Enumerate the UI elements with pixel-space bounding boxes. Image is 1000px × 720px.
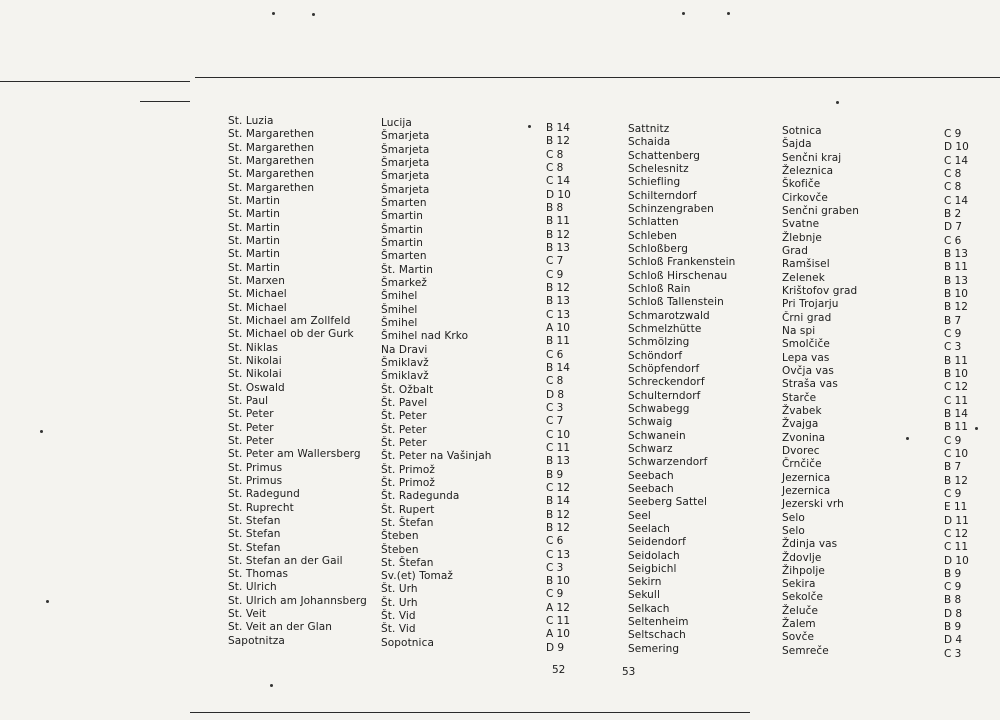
map-grid-code: B 12: [944, 474, 968, 487]
map-grid-code: B 9: [944, 567, 962, 580]
slovene-place-name: Selo: [782, 524, 805, 537]
map-grid-code: D 4: [944, 634, 963, 647]
map-grid-code: C 8: [944, 167, 962, 180]
slovene-place-name: Svatne: [782, 218, 820, 231]
slovene-place-name: Št. Martin: [381, 263, 433, 276]
map-grid-code: B 14: [546, 122, 570, 134]
slovene-place-name: Šmartin: [381, 223, 424, 236]
german-place-name: Schwarzendorf: [628, 456, 708, 469]
slovene-place-name: Št. Vid: [381, 610, 416, 623]
map-grid-code: C 11: [546, 441, 571, 454]
german-place-name: St. Martin: [228, 221, 280, 234]
german-place-name: Schloß Rain: [628, 282, 691, 295]
map-grid-code: B 13: [944, 247, 968, 260]
german-place-name: St. Margarethen: [228, 181, 315, 194]
map-grid-code: C 9: [944, 581, 962, 594]
map-grid-code: B 10: [944, 287, 968, 300]
map-grid-code: C 7: [546, 255, 564, 268]
speck: [906, 437, 909, 440]
map-grid-code: B 12: [546, 228, 570, 241]
left-german-names: [228, 115, 367, 648]
german-place-name: St. Martin: [228, 194, 280, 207]
slovene-place-name: Št. Pavel: [381, 396, 428, 409]
german-place-name: St. Michael: [228, 288, 287, 301]
map-grid-code: C 12: [546, 481, 571, 494]
speck: [836, 101, 839, 104]
speck: [270, 684, 273, 687]
slovene-place-name: Žvajga: [782, 418, 819, 431]
map-grid-code: C 11: [546, 615, 571, 628]
map-grid-code: C 12: [944, 381, 969, 394]
slovene-place-name: Št. Radegunda: [381, 490, 460, 503]
slovene-place-name: Selo: [782, 511, 805, 524]
german-place-name: Semering: [628, 642, 680, 655]
slovene-place-name: Šmartin: [381, 210, 424, 223]
german-place-name: St. Peter: [228, 421, 274, 434]
speck: [975, 427, 978, 430]
slovene-place-name: Šmihel: [381, 290, 418, 303]
german-place-name: St. Peter: [228, 434, 274, 447]
speck: [682, 12, 685, 15]
map-grid-code: B 11: [944, 354, 968, 367]
slovene-place-name: Semreče: [782, 644, 829, 657]
german-place-name: St. Martin: [228, 248, 280, 261]
slovene-place-name: Št. Vid: [381, 623, 416, 636]
german-place-name: Schmölzing: [628, 336, 690, 349]
slovene-place-name: Št. Peter: [381, 410, 427, 423]
speck: [46, 600, 49, 603]
german-place-name: St. Martin: [228, 208, 280, 221]
speck: [272, 12, 275, 15]
german-place-name: St. Ulrich: [228, 581, 277, 594]
map-grid-code: B 11: [944, 261, 968, 274]
slovene-place-name: Šmarkež: [381, 276, 428, 289]
slovene-place-name: Senčni kraj: [782, 151, 842, 164]
map-grid-code: B 13: [546, 241, 570, 254]
map-grid-code: B 9: [546, 468, 564, 481]
german-place-name: Schloß Hirschenau: [628, 269, 728, 282]
speck: [40, 430, 43, 433]
slovene-place-name: Železnica: [782, 164, 834, 177]
slovene-place-name: Šteben: [381, 530, 419, 543]
slovene-place-name: Št. Urh: [381, 596, 418, 609]
german-place-name: St. Martin: [228, 261, 280, 274]
german-place-name: St. Ulrich am Johannsberg: [228, 594, 367, 607]
slovene-place-name: Št. Primož: [381, 476, 436, 489]
german-place-name: St. Nikolai: [228, 354, 282, 367]
map-grid-code: C 8: [546, 148, 564, 161]
german-place-name: Schulterndorf: [628, 389, 701, 402]
german-place-name: St. Primus: [228, 461, 283, 474]
map-grid-code: C 9: [546, 588, 564, 601]
german-place-name: Sattnitz: [628, 123, 670, 135]
map-grid-code: C 8: [944, 181, 962, 194]
slovene-place-name: Črni grad: [782, 311, 832, 324]
map-grid-code: B 14: [546, 361, 570, 374]
german-place-name: St. Margarethen: [228, 154, 315, 167]
slovene-place-name: Ovčja vas: [782, 364, 834, 377]
map-grid-code: C 9: [944, 128, 962, 140]
slovene-place-name: Krištofov grad: [782, 284, 858, 297]
speck: [727, 12, 730, 15]
slovene-place-name: Črnčiče: [782, 458, 822, 471]
map-grid-code: B 7: [944, 314, 962, 327]
slovene-place-name: Zelenek: [782, 271, 825, 284]
map-grid-code: B 11: [546, 335, 570, 348]
slovene-place-name: Škofiče: [782, 178, 821, 191]
german-place-name: St. Stefan: [228, 514, 281, 527]
map-grid-code: B 12: [546, 135, 570, 148]
slovene-place-name: Št. Peter na Vašinjah: [381, 450, 492, 463]
german-place-name: St. Paul: [228, 394, 269, 407]
map-grid-code: D 10: [944, 141, 969, 154]
slovene-place-name: Senčni graben: [782, 204, 859, 217]
map-grid-code: A 10: [546, 321, 570, 334]
slovene-place-name: Starče: [782, 391, 817, 404]
map-grid-code: B 14: [546, 495, 570, 508]
slovene-place-name: Ždinja vas: [782, 538, 838, 551]
slovene-place-name: Na spi: [782, 324, 816, 337]
slovene-place-name: St. Štefan: [381, 516, 434, 529]
map-grid-code: C 14: [944, 194, 969, 207]
german-place-name: St. Oswald: [228, 381, 285, 394]
german-place-name: St. Michael am Zollfeld: [228, 314, 351, 327]
slovene-place-name: Št. Ožbalt: [381, 383, 434, 396]
map-grid-code: C 6: [944, 234, 962, 247]
german-place-name: Schöpfendorf: [628, 362, 700, 375]
right-german-names: [628, 123, 735, 656]
map-grid-code: C 6: [546, 535, 564, 548]
german-place-name: St. Peter am Wallersberg: [228, 448, 361, 461]
german-place-name: Schattenberg: [628, 149, 700, 162]
slovene-place-name: Jezernica: [782, 471, 831, 484]
slovene-place-name: Šmartin: [381, 236, 424, 249]
map-grid-code: B 13: [944, 274, 968, 287]
top-rule: [195, 77, 1000, 78]
german-place-name: St. Stefan: [228, 528, 281, 541]
slovene-place-name: Žihpolje: [782, 564, 825, 577]
slovene-place-name: Št. Primož: [381, 463, 436, 476]
map-grid-code: C 11: [944, 394, 969, 407]
german-place-name: Seebach: [628, 482, 674, 495]
map-grid-code: B 13: [546, 295, 570, 308]
german-place-name: St. Stefan: [228, 541, 281, 554]
rule-fragment: [140, 101, 190, 102]
map-grid-code: C 12: [944, 527, 969, 540]
german-place-name: Seltenheim: [628, 616, 689, 629]
map-grid-code: C 9: [944, 327, 962, 340]
slovene-place-name: Žlebnje: [782, 231, 822, 244]
german-place-name: Seidolach: [628, 549, 680, 562]
slovene-place-name: Lucija: [381, 117, 412, 129]
map-grid-code: B 12: [546, 281, 570, 294]
german-place-name: Schwaig: [628, 416, 673, 429]
slovene-place-name: Sekolče: [782, 591, 824, 604]
map-grid-code: D 10: [546, 188, 571, 201]
slovene-place-name: Na Dravi: [381, 343, 428, 356]
map-grid-code: C 9: [944, 487, 962, 500]
slovene-place-name: Šmihel: [381, 316, 418, 329]
slovene-place-name: Pri Trojarju: [782, 298, 839, 311]
german-place-name: Seltschach: [628, 629, 686, 642]
german-place-name: Schiefling: [628, 176, 681, 189]
slovene-place-name: Šmarjeta: [381, 130, 430, 143]
slovene-place-name: Šmarten: [381, 196, 427, 209]
slovene-place-name: Cirkovče: [782, 191, 828, 204]
slovene-place-name: Sopotnica: [381, 636, 434, 649]
map-grid-code: A 12: [546, 601, 570, 614]
german-place-name: St. Radegund: [228, 488, 300, 501]
slovene-place-name: Šajda: [782, 138, 812, 151]
german-place-name: St. Marxen: [228, 274, 285, 287]
slovene-place-name: St. Štefan: [381, 556, 434, 569]
german-place-name: Schelesnitz: [628, 162, 689, 175]
slovene-place-name: Št. Peter: [381, 423, 427, 436]
slovene-place-name: Šmihel nad Krko: [381, 330, 469, 343]
german-place-name: Schaida: [628, 136, 671, 149]
map-grid-code: D 11: [944, 514, 969, 527]
german-place-name: Seigbichl: [628, 562, 677, 575]
map-grid-code: C 3: [944, 647, 962, 660]
slovene-place-name: Zvonina: [782, 431, 826, 444]
german-place-name: Sekull: [628, 589, 660, 602]
german-place-name: St. Martin: [228, 234, 280, 247]
slovene-place-name: Želuče: [782, 604, 819, 617]
map-grid-code: B 11: [944, 421, 968, 434]
slovene-place-name: Šmiklavž: [381, 356, 429, 369]
map-grid-code: A 10: [546, 628, 570, 641]
german-place-name: Seebach: [628, 469, 674, 482]
right-grid-codes: [944, 128, 969, 661]
german-place-name: Schlatten: [628, 216, 679, 229]
german-place-name: St. Margarethen: [228, 128, 315, 141]
german-place-name: Seidendorf: [628, 536, 686, 549]
slovene-place-name: Šmarten: [381, 250, 427, 263]
map-grid-code: C 9: [944, 434, 962, 447]
german-place-name: St. Niklas: [228, 341, 279, 354]
map-grid-code: C 10: [546, 428, 571, 441]
map-grid-code: C 7: [546, 415, 564, 428]
map-grid-code: D 8: [944, 607, 963, 620]
map-grid-code: D 9: [546, 641, 565, 654]
map-grid-code: E 11: [944, 501, 968, 514]
slovene-place-name: Lepa vas: [782, 351, 830, 364]
map-grid-code: C 14: [546, 175, 571, 188]
map-grid-code: C 10: [944, 447, 969, 460]
german-place-name: St. Ruprecht: [228, 501, 294, 514]
german-place-name: Schloßberg: [628, 242, 688, 255]
map-grid-code: B 12: [546, 521, 570, 534]
map-grid-code: C 6: [546, 348, 564, 361]
german-place-name: Schmarotzwald: [628, 309, 710, 322]
slovene-place-name: Sekira: [782, 578, 816, 591]
slovene-place-name: Ždovlje: [782, 551, 822, 564]
map-grid-code: B 7: [944, 461, 962, 474]
map-grid-code: B 11: [546, 215, 570, 228]
map-grid-code: C 13: [546, 308, 571, 321]
german-place-name: Schloß Tallenstein: [628, 296, 724, 309]
german-place-name: St. Primus: [228, 474, 283, 487]
german-place-name: St. Peter: [228, 408, 274, 421]
slovene-place-name: Šmarjeta: [381, 183, 430, 196]
slovene-place-name: Jezerski vrh: [782, 498, 844, 511]
slovene-place-name: Grad: [782, 244, 808, 257]
map-grid-code: B 12: [944, 301, 968, 314]
map-grid-code: B 12: [546, 508, 570, 521]
german-place-name: Schreckendorf: [628, 376, 705, 389]
german-place-name: Seelach: [628, 522, 671, 535]
slovene-place-name: Sv.(et) Tomaž: [381, 570, 454, 583]
german-place-name: Schleben: [628, 229, 678, 242]
german-place-name: Schloß Frankenstein: [628, 256, 736, 269]
slovene-place-name: Šmarjeta: [381, 143, 430, 156]
map-grid-code: B 13: [546, 455, 570, 468]
slovene-place-name: Straša vas: [782, 378, 838, 391]
map-grid-code: B 8: [546, 201, 564, 214]
german-place-name: Selkach: [628, 602, 670, 615]
slovene-place-name: Žalem: [782, 618, 816, 631]
map-grid-code: D 10: [944, 554, 969, 567]
map-grid-code: D 7: [944, 221, 963, 234]
map-grid-code: C 3: [546, 401, 564, 414]
german-place-name: Seeberg Sattel: [628, 496, 707, 509]
speck: [528, 125, 531, 128]
german-place-name: St. Luzia: [228, 115, 274, 127]
slovene-place-name: Sotnica: [782, 125, 822, 137]
map-grid-code: C 3: [546, 561, 564, 574]
left-grid-codes: [546, 122, 571, 655]
german-place-name: St. Nikolai: [228, 368, 282, 381]
bottom-rule: [190, 712, 750, 713]
map-grid-code: C 8: [546, 161, 564, 174]
map-grid-code: B 10: [546, 575, 570, 588]
slovene-place-name: Šmihel: [381, 303, 418, 316]
slovene-place-name: Smolčiče: [782, 338, 830, 351]
german-place-name: Schwabegg: [628, 402, 690, 415]
german-place-name: Schwanein: [628, 429, 686, 442]
right-slovene-names: [782, 125, 859, 658]
slovene-place-name: Šteben: [381, 543, 419, 556]
german-place-name: Sapotnitza: [228, 634, 285, 647]
german-place-name: Schinzengraben: [628, 202, 714, 215]
german-place-name: Sekirn: [628, 576, 662, 589]
slovene-place-name: Žvabek: [782, 404, 822, 417]
map-grid-code: C 3: [944, 341, 962, 354]
slovene-place-name: Jezernica: [782, 484, 831, 497]
page-number-right: 53: [622, 666, 636, 678]
german-place-name: St. Veit: [228, 608, 267, 621]
map-grid-code: C 13: [546, 548, 571, 561]
german-place-name: St. Thomas: [228, 568, 289, 581]
slovene-place-name: Sovče: [782, 631, 815, 644]
page-number-left: 52: [552, 664, 566, 676]
slovene-place-name: Št. Rupert: [381, 503, 435, 516]
map-grid-code: D 8: [546, 388, 565, 401]
german-place-name: St. Margarethen: [228, 141, 315, 154]
slovene-place-name: Št. Urh: [381, 583, 418, 596]
german-place-name: Schilterndorf: [628, 189, 697, 202]
slovene-place-name: Št. Peter: [381, 436, 427, 449]
slovene-place-name: Šmarjeta: [381, 170, 430, 183]
map-grid-code: C 8: [546, 375, 564, 388]
top-rule-left: [0, 81, 190, 82]
map-grid-code: B 2: [944, 207, 962, 220]
german-place-name: St. Michael ob der Gurk: [228, 328, 354, 341]
map-grid-code: B 10: [944, 367, 968, 380]
german-place-name: St. Michael: [228, 301, 287, 314]
map-grid-code: B 8: [944, 594, 962, 607]
german-place-name: St. Stefan an der Gail: [228, 554, 343, 567]
slovene-place-name: Ramšisel: [782, 258, 830, 271]
map-grid-code: B 14: [944, 407, 968, 420]
slovene-place-name: Šmarjeta: [381, 156, 430, 169]
slovene-place-name: Dvorec: [782, 444, 820, 457]
german-place-name: St. Margarethen: [228, 168, 315, 181]
german-place-name: Schmelzhütte: [628, 322, 702, 335]
map-grid-code: C 11: [944, 541, 969, 554]
speck: [312, 13, 315, 16]
slovene-place-name: Šmiklavž: [381, 370, 429, 383]
german-place-name: Schöndorf: [628, 349, 683, 362]
left-slovene-names: [381, 117, 491, 650]
map-grid-code: C 14: [944, 154, 969, 167]
german-place-name: St. Veit an der Glan: [228, 621, 333, 634]
map-grid-code: C 9: [546, 268, 564, 281]
german-place-name: Schwarz: [628, 442, 673, 455]
german-place-name: Seel: [628, 509, 651, 522]
map-grid-code: B 9: [944, 621, 962, 634]
